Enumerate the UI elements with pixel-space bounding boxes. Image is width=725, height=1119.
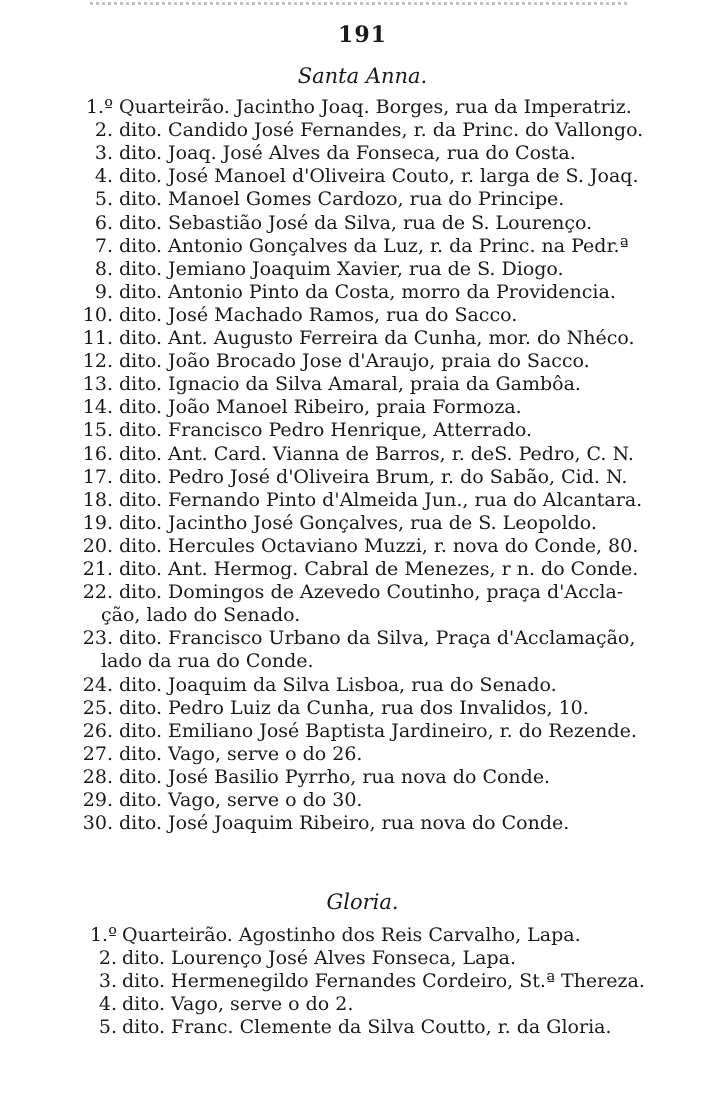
entry-number: 23. [82,627,113,650]
entry-number: 11. [82,327,113,349]
entry-text: dito. Pedro Luiz da Cunha, rua dos Invalidos, 10. [119,696,589,719]
entry-number: 2. [94,119,113,142]
entry-number: 26. [82,719,113,742]
entry-number: 1.º [89,924,117,946]
entry-text: dito. Francisco Pedro Henrique, Atterrado. [119,419,533,442]
entry-text: dito. Antonio Pinto da Costa, morro da Providencia. [119,280,616,303]
entry-number: 21. [82,558,113,580]
entry-number: 7. [94,234,113,257]
entry-text: dito. Franc. Clemente da Silva Coutto, r. da Gloria. [122,1016,612,1039]
entry-number: 6. [94,211,113,234]
entry-number: 28. [82,765,113,788]
entry-number: 20. [82,534,113,557]
entry-number: 17. [82,465,113,488]
entry-text: dito. José Basilio Pyrrho, rua nova do Conde. [119,765,551,788]
entry-text: dito. Vago, serve o do 26. [119,742,363,765]
entry-number: 22. [82,581,113,604]
entry-text: dito. Ant. Card. Vianna de Barros, r. deS. Pedro, C. N. [119,442,634,465]
entry-text: dito. Pedro José d'Oliveira Brum, r. do Sabão, Cid. N. [119,465,628,488]
page-number: 191 [338,22,387,48]
entry-text: dito. Lourenço José Alves Fonseca, Lapa. [122,947,517,970]
entry-continuation: ção, lado do Senado. [101,604,301,627]
entry-text: dito. José Machado Ramos, rua do Sacco. [119,303,518,326]
entry-number: 5. [98,1016,117,1039]
entry-number: 4. [98,993,117,1016]
entry-text: dito. João Brocado Jose d'Araujo, praia do Sacco. [119,350,590,373]
entry-number: 30. [82,812,113,835]
entry-number: 10. [82,303,113,326]
entry-number: 27. [82,742,113,765]
entry-number: 14. [82,396,113,419]
entry-number: 5. [94,188,113,211]
entry-number: 12. [82,350,113,373]
entry-text: dito. Joaquim da Silva Lisboa, rua do Senado. [119,673,557,696]
entry-text: dito. Hercules Octaviano Muzzi, r. nova do Conde, 80. [119,534,639,557]
entry-text: dito. Candido José Fernandes, r. da Princ. do Vallongo. [119,119,644,142]
entry-text: dito. Francisco Urbano da Silva, Praça d'Acclamação, [119,627,636,650]
entry-text: Quarteirão. Agostinho dos Reis Carvalho, Lapa. [122,924,581,946]
entry-text: dito. Ant. Hermog. Cabral de Menezes, r n. do Conde. [119,558,639,580]
entry-number: 15. [82,419,113,442]
entry-continuation: lado da rua do Conde. [101,650,314,673]
entry-number: 13. [82,373,113,396]
entry-text: dito. José Manoel d'Oliveira Couto, r. larga de S. Joaq. [119,165,639,188]
entry-text: dito. Vago, serve o do 30. [119,789,363,811]
entry-text: dito. Jemiano Joaquim Xavier, rua de S. Diogo. [119,257,564,280]
section-title-santa-anna: Santa Anna. [297,64,428,88]
entry-number: 18. [82,488,113,511]
entry-number: 25. [82,696,113,719]
entry-text: dito. Domingos de Azevedo Coutinho, praça d'Accla- [119,581,624,604]
entry-number: 3. [98,970,117,993]
entry-text: dito. Hermenegildo Fernandes Cordeiro, St.ª Thereza. [122,970,645,993]
entry-number: 16. [82,442,113,465]
entry-text: dito. Vago, serve o do 2. [122,993,354,1016]
entry-text: dito. Antonio Gonçalves da Luz, r. da Princ. na Pedr.ª [119,234,629,257]
entry-text: dito. Manoel Gomes Cardozo, rua do Principe. [119,188,565,211]
entry-text: dito. Sebastião José da Silva, rua de S. Lourenço. [119,211,593,234]
entry-text: dito. Joaq. José Alves da Fonseca, rua do Costa. [119,142,576,165]
entry-text: dito. Emiliano José Baptista Jardineiro, r. do Rezende. [119,719,637,742]
entry-number: 19. [82,511,113,534]
entry-text: dito. João Manoel Ribeiro, praia Formoza. [119,396,522,419]
section-title-gloria: Gloria. [326,890,399,914]
entry-text: dito. Fernando Pinto d'Almeida Jun., rua do Alcantara. [119,488,643,511]
entry-number: 9. [94,280,113,303]
entry-number: 1.º [85,96,113,118]
entry-number: 3. [94,142,113,165]
entry-number: 2. [98,947,117,970]
entry-text: Quarteirão. Jacintho Joaq. Borges, rua da Imperatriz. [119,96,632,118]
entry-text: dito. Ignacio da Silva Amaral, praia da Gambôa. [119,373,581,396]
entry-number: 24. [82,673,113,696]
entry-text: dito. Jacintho José Gonçalves, rua de S. Leopoldo. [119,511,597,534]
entry-number: 29. [82,789,113,811]
top-edge-rule [90,2,630,5]
entry-number: 8. [94,257,113,280]
entry-number: 4. [94,165,113,188]
entry-text: dito. José Joaquim Ribeiro, rua nova do Conde. [119,812,570,835]
entry-text: dito. Ant. Augusto Ferreira da Cunha, mor. do Nhéco. [119,327,635,349]
